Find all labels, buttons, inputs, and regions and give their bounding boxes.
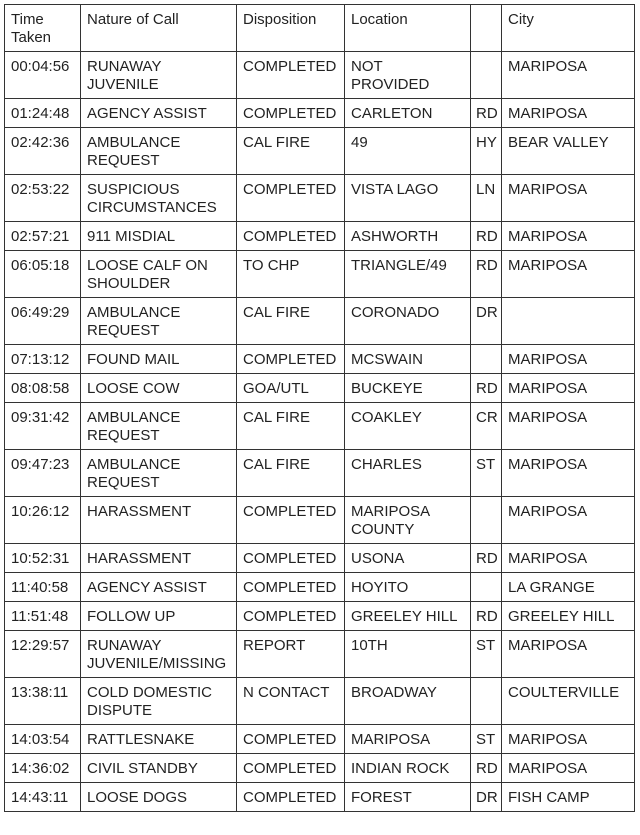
nature-cell: AMBULANCE REQUEST [81,128,237,175]
location-cell: BUCKEYE [345,374,471,403]
location-cell: 49 [345,128,471,175]
city-cell: MARIPOSA [502,754,635,783]
city-cell: MARIPOSA [502,222,635,251]
header-disposition: Disposition [237,5,345,52]
location-cell: GREELEY HILL [345,602,471,631]
city-cell: MARIPOSA [502,251,635,298]
table-row [5,222,635,251]
header-nature-of-call: Nature of Call [81,5,237,52]
nature-cell: COLD DOMESTIC DISPUTE [81,678,237,725]
suffix-cell: ST [471,725,502,754]
header-row [5,5,635,52]
time-cell: 06:05:18 [5,251,81,298]
nature-cell: HARASSMENT [81,497,237,544]
table-row [5,725,635,754]
location-cell: VISTA LAGO [345,175,471,222]
table-row [5,783,635,812]
location-cell: INDIAN ROCK [345,754,471,783]
city-cell [502,298,635,345]
location-cell: CARLETON [345,99,471,128]
table-row [5,128,635,175]
table-row [5,345,635,374]
city-cell: LA GRANGE [502,573,635,602]
city-cell: MARIPOSA [502,99,635,128]
location-cell: MARIPOSA COUNTY [345,497,471,544]
city-cell: MARIPOSA [502,450,635,497]
city-cell: MARIPOSA [502,175,635,222]
suffix-cell: RD [471,251,502,298]
location-cell: CHARLES [345,450,471,497]
table-row [5,497,635,544]
table-row [5,602,635,631]
nature-cell: RATTLESNAKE [81,725,237,754]
table-row [5,403,635,450]
location-cell: COAKLEY [345,403,471,450]
nature-cell: SUSPICIOUS CIRCUMSTANCES [81,175,237,222]
table-row [5,754,635,783]
table-row [5,175,635,222]
disposition-cell: COMPLETED [237,52,345,99]
disposition-cell: CAL FIRE [237,128,345,175]
suffix-cell: ST [471,450,502,497]
suffix-cell: ST [471,631,502,678]
disposition-cell: GOA/UTL [237,374,345,403]
disposition-cell: COMPLETED [237,99,345,128]
nature-cell: LOOSE COW [81,374,237,403]
header-city: City [502,5,635,52]
location-cell: MCSWAIN [345,345,471,374]
disposition-cell: CAL FIRE [237,450,345,497]
city-cell: MARIPOSA [502,631,635,678]
nature-cell: RUNAWAY JUVENILE [81,52,237,99]
city-cell: MARIPOSA [502,345,635,374]
suffix-cell: DR [471,298,502,345]
suffix-cell: LN [471,175,502,222]
time-cell: 10:52:31 [5,544,81,573]
disposition-cell: COMPLETED [237,175,345,222]
nature-cell: LOOSE CALF ON SHOULDER [81,251,237,298]
time-cell: 13:38:11 [5,678,81,725]
time-cell: 08:08:58 [5,374,81,403]
city-cell: FISH CAMP [502,783,635,812]
suffix-cell [471,52,502,99]
disposition-cell: COMPLETED [237,345,345,374]
disposition-cell: COMPLETED [237,544,345,573]
table-row [5,298,635,345]
city-cell: MARIPOSA [502,544,635,573]
city-cell: GREELEY HILL [502,602,635,631]
header-street-suffix [471,5,502,52]
nature-cell: LOOSE DOGS [81,783,237,812]
suffix-cell: RD [471,222,502,251]
time-cell: 02:42:36 [5,128,81,175]
suffix-cell: RD [471,99,502,128]
suffix-cell [471,497,502,544]
table-row [5,678,635,725]
time-cell: 09:47:23 [5,450,81,497]
nature-cell: FOLLOW UP [81,602,237,631]
disposition-cell: COMPLETED [237,602,345,631]
time-cell: 12:29:57 [5,631,81,678]
location-cell: 10TH [345,631,471,678]
nature-cell: 911 MISDIAL [81,222,237,251]
table-row [5,631,635,678]
time-cell: 06:49:29 [5,298,81,345]
disposition-cell: N CONTACT [237,678,345,725]
suffix-cell [471,345,502,374]
nature-cell: AGENCY ASSIST [81,99,237,128]
nature-cell: AMBULANCE REQUEST [81,298,237,345]
suffix-cell: HY [471,128,502,175]
location-cell: CORONADO [345,298,471,345]
header-location: Location [345,5,471,52]
nature-cell: AMBULANCE REQUEST [81,450,237,497]
suffix-cell [471,573,502,602]
location-cell: BROADWAY [345,678,471,725]
suffix-cell [471,678,502,725]
time-cell: 01:24:48 [5,99,81,128]
nature-cell: CIVIL STANDBY [81,754,237,783]
location-cell: ASHWORTH [345,222,471,251]
city-cell: BEAR VALLEY [502,128,635,175]
time-cell: 07:13:12 [5,345,81,374]
city-cell: MARIPOSA [502,374,635,403]
time-cell: 02:57:21 [5,222,81,251]
table-row [5,544,635,573]
disposition-cell: TO CHP [237,251,345,298]
location-cell: FOREST [345,783,471,812]
suffix-cell: CR [471,403,502,450]
location-cell: HOYITO [345,573,471,602]
nature-cell: HARASSMENT [81,544,237,573]
time-cell: 09:31:42 [5,403,81,450]
disposition-cell: COMPLETED [237,754,345,783]
suffix-cell: RD [471,602,502,631]
city-cell: MARIPOSA [502,725,635,754]
time-cell: 11:40:58 [5,573,81,602]
suffix-cell: DR [471,783,502,812]
table-row [5,374,635,403]
disposition-cell: COMPLETED [237,725,345,754]
time-cell: 14:03:54 [5,725,81,754]
disposition-cell: CAL FIRE [237,403,345,450]
disposition-cell: COMPLETED [237,497,345,544]
location-cell: NOT PROVIDED [345,52,471,99]
nature-cell: AGENCY ASSIST [81,573,237,602]
disposition-cell: COMPLETED [237,783,345,812]
table-row [5,450,635,497]
disposition-cell: REPORT [237,631,345,678]
call-log-table [4,4,635,812]
time-cell: 14:43:11 [5,783,81,812]
time-cell: 02:53:22 [5,175,81,222]
location-cell: MARIPOSA [345,725,471,754]
city-cell: COULTERVILLE [502,678,635,725]
city-cell: MARIPOSA [502,403,635,450]
disposition-cell: COMPLETED [237,573,345,602]
time-cell: 00:04:56 [5,52,81,99]
nature-cell: AMBULANCE REQUEST [81,403,237,450]
suffix-cell: RD [471,374,502,403]
city-cell: MARIPOSA [502,52,635,99]
suffix-cell: RD [471,544,502,573]
time-cell: 11:51:48 [5,602,81,631]
location-cell: TRIANGLE/49 [345,251,471,298]
disposition-cell: COMPLETED [237,222,345,251]
time-cell: 14:36:02 [5,754,81,783]
suffix-cell: RD [471,754,502,783]
disposition-cell: CAL FIRE [237,298,345,345]
time-cell: 10:26:12 [5,497,81,544]
table-row [5,573,635,602]
table-row [5,52,635,99]
nature-cell: RUNAWAY JUVENILE/MISSING [81,631,237,678]
city-cell: MARIPOSA [502,497,635,544]
location-cell: USONA [345,544,471,573]
header-time-taken: Time Taken [5,5,81,52]
nature-cell: FOUND MAIL [81,345,237,374]
table-row [5,99,635,128]
table-row [5,251,635,298]
